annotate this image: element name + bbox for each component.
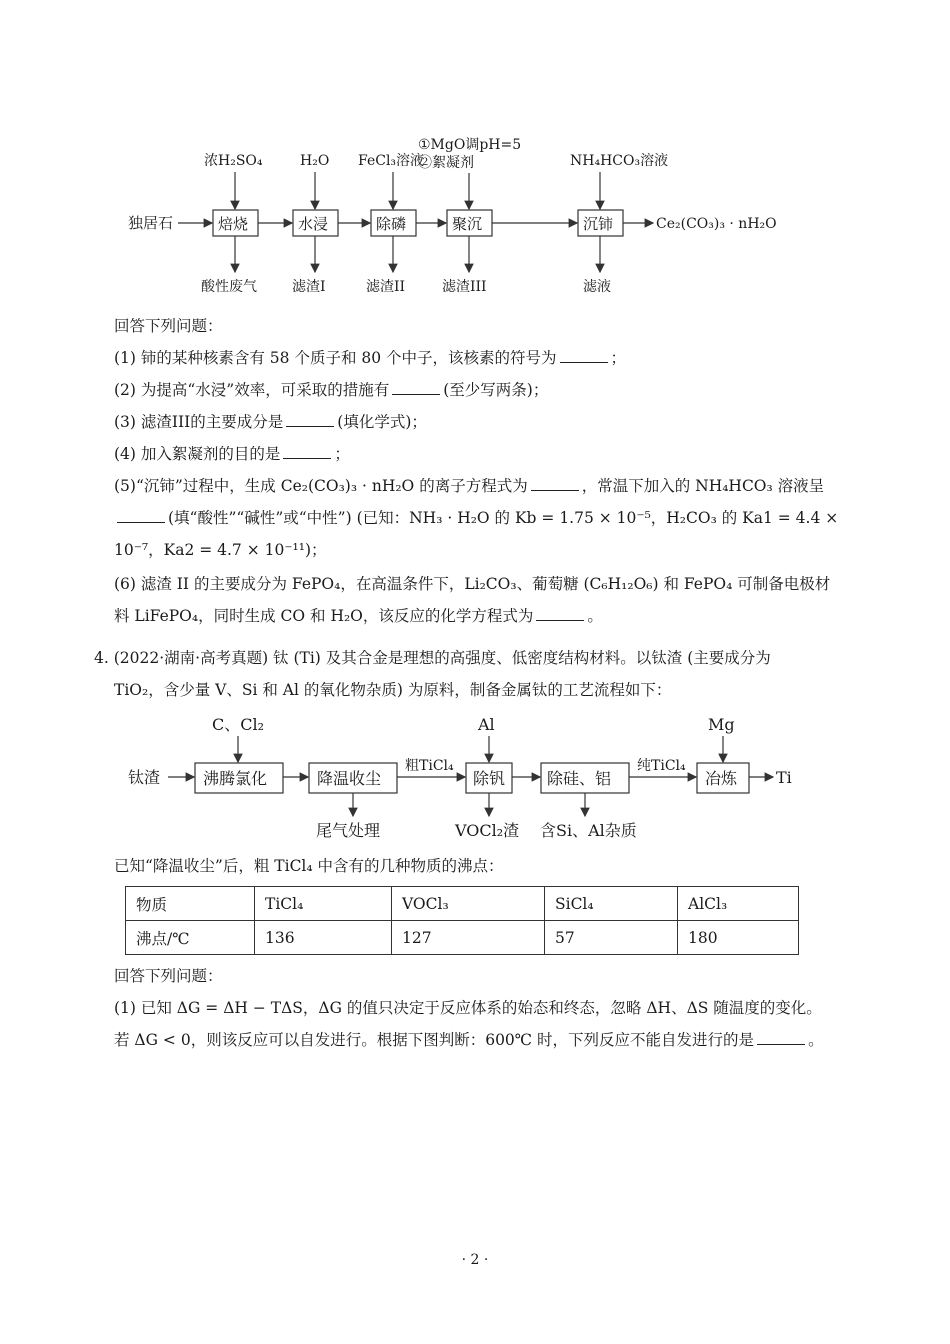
- flow2-input: Al: [478, 715, 495, 734]
- q3-item: (3) 滤渣III的主要成分是 (填化学式)；: [114, 413, 427, 431]
- flow1-step: 聚沉: [452, 215, 483, 233]
- answer-blank[interactable]: [286, 412, 334, 427]
- boiling-point-table: [125, 886, 799, 955]
- flow1-input: ①MgO调pH=5: [418, 137, 522, 153]
- q4-stem: 4. (2022·湖南·高考真题) 钛 (Ti) 及其合金是理想的高强度、低密度结构材料。以钛渣 (主要成分为: [94, 649, 771, 667]
- flow2-step: 除硅、铝: [547, 769, 612, 788]
- flow1-output: 酸性废气: [201, 279, 257, 295]
- q3-item: (6) 滤渣 II 的主要成分为 FePO₄，在高温条件下，Li₂CO₃、葡萄糖 (C₆H₁₂O₆) 和 FePO₄ 可制备电极材: [114, 575, 831, 593]
- table-cell: 127: [392, 921, 545, 955]
- flow1-input: FeCl₃溶液: [358, 153, 425, 169]
- flow1-product: Ce₂(CO₃)₃ · nH₂O: [656, 216, 777, 232]
- flow1-input: NH₄HCO₃溶液: [570, 153, 669, 169]
- q3-item: (4) 加入絮凝剂的目的是 ；: [114, 445, 350, 463]
- q3-item: (2) 为提高“水浸”效率，可采取的措施有 (至少写两条)；: [114, 381, 549, 399]
- flow2-step: 沸腾氯化: [203, 769, 268, 788]
- table-cell: 180: [678, 921, 799, 955]
- flow2-input: Mg: [708, 715, 735, 734]
- flow1-output: 滤渣II: [366, 279, 406, 295]
- table-row: [126, 921, 799, 955]
- q3-item: 10⁻⁷，Ka2 = 4.7 × 10⁻¹¹)；: [114, 541, 327, 559]
- flow2-product: Ti: [776, 768, 792, 787]
- flow1-step: 水浸: [298, 215, 329, 233]
- answer-blank[interactable]: [536, 606, 584, 621]
- flow2-mid: 粗TiCl₄: [405, 758, 454, 774]
- flow1-input: H₂O: [300, 153, 330, 169]
- answer-blank[interactable]: [757, 1030, 805, 1045]
- flow1-step: 除磷: [376, 215, 407, 233]
- q3-item: (填“酸性”“碱性”或“中性”) (已知：NH₃ · H₂O 的 Kb = 1.75 × 10⁻⁵，H₂CO₃ 的 Ka1 = 4.4 ×: [114, 508, 838, 528]
- flow2-step: 除钒: [473, 769, 506, 788]
- q3-item: (1) 铈的某种核素含有 58 个质子和 80 个中子，该核素的符号为 ；: [114, 349, 627, 367]
- flow2-output: VOCl₂渣: [455, 821, 520, 840]
- q3-intro: 回答下列问题：: [114, 317, 223, 335]
- table-cell: 沸点/℃: [126, 921, 255, 955]
- answer-blank[interactable]: [283, 444, 331, 459]
- table-row: [126, 887, 799, 921]
- flow1-start: 独居石: [128, 214, 174, 232]
- table-cell: 物质: [126, 887, 255, 921]
- answer-blank[interactable]: [117, 508, 165, 523]
- q4-question: 若 ΔG < 0，则该反应可以自发进行。根据下图判断：600℃ 时，下列反应不能自发进行的是 。: [114, 1031, 824, 1049]
- answer-blank[interactable]: [392, 380, 440, 395]
- flow1-output: 滤渣III: [442, 279, 487, 295]
- flow2-mid: 纯TiCl₄: [637, 758, 686, 774]
- table-cell: SiCl₄: [545, 887, 678, 921]
- process-flow-1: [0, 0, 950, 300]
- answer-blank[interactable]: [560, 348, 608, 363]
- table-cell: 57: [545, 921, 678, 955]
- flow1-output: 滤液: [583, 279, 611, 295]
- flow1-output: 滤渣I: [292, 279, 326, 295]
- flow2-step: 冶炼: [705, 769, 738, 788]
- flow2-input: C、Cl₂: [212, 715, 265, 734]
- process-flow-2: [0, 700, 950, 860]
- q4-question: (1) 已知 ΔG = ΔH − TΔS，ΔG 的值只决定于反应体系的始态和终态，忽略 ΔH、ΔS 随温度的变化。: [114, 999, 822, 1017]
- flow1-step: 沉铈: [583, 215, 614, 233]
- q4-known: 已知“降温收尘”后，粗 TiCl₄ 中含有的几种物质的沸点：: [114, 857, 504, 875]
- flow2-output: 含Si、Al杂质: [540, 821, 637, 840]
- table-cell: 136: [255, 921, 392, 955]
- flow1-input: ②絮凝剂: [418, 155, 474, 171]
- flow1-step: 焙烧: [218, 215, 249, 233]
- q3-item: 料 LiFePO₄，同时生成 CO 和 H₂O，该反应的化学方程式为 。: [114, 607, 603, 625]
- flow2-output: 尾气处理: [316, 821, 381, 840]
- table-cell: TiCl₄: [255, 887, 392, 921]
- flow2-start: 钛渣: [128, 768, 161, 787]
- answer-blank[interactable]: [531, 476, 579, 491]
- flow2-step: 降温收尘: [317, 769, 382, 788]
- table-cell: VOCl₃: [392, 887, 545, 921]
- q4-stem: TiO₂，含少量 V、Si 和 Al 的氧化物杂质) 为原料，制备金属钛的工艺流程如下：: [114, 681, 672, 699]
- q4-intro: 回答下列问题：: [114, 967, 223, 985]
- q3-item: (5)“沉铈”过程中，生成 Ce₂(CO₃)₃ · nH₂O 的离子方程式为 ，常温下加入的 NH₄HCO₃ 溶液呈: [114, 477, 825, 495]
- page-number: · 2 ·: [461, 1252, 489, 1268]
- table-cell: AlCl₃: [678, 887, 799, 921]
- flow1-input: 浓H₂SO₄: [204, 153, 263, 169]
